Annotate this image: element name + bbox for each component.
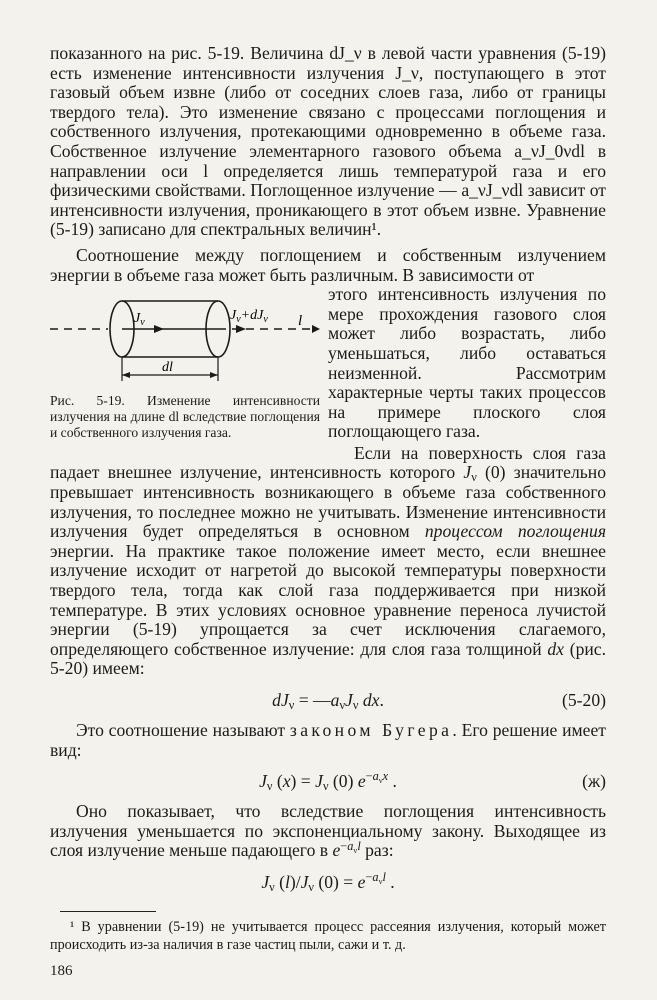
label-j-in: $J_\nu$ [134, 311, 145, 329]
cylinder-diagram [50, 285, 320, 389]
figure-caption: Рис. 5-19. Изменение интенсивности излучения на длине dl вследствие поглощения и собственного излучения газа. [50, 393, 320, 441]
paragraph-2-intro: Соотношение между поглощением и собственным излучением энергии в объеме газа может быть различным. В зависимости от [50, 244, 606, 285]
equation-number-5-20: (5-20) [562, 690, 606, 710]
page-number: 186 [50, 962, 73, 979]
equation-number-zh: (ж) [582, 771, 606, 792]
footnote: ¹ В уравнении (5-19) не учитывается процесс рассеяния излучения, который может происходить из-за наличия в газе частиц пыли, сажи и т. д. [50, 918, 606, 953]
paragraph-1: показанного на рис. 5-19. Величина dJ_ν в левой части уравнения (5-19) есть изменение интенсивности излучения J_ν, поступающего в этот газовый объем извне (либо от соседних слоев газа, либо от границы твердого тела). Это изменение связано с процессами поглощения и собственного излучения, протекающими одновременно в объеме газа. Собственное излучение элементарного газового объема a_νJ_0νdl в направлении оси l определяется лишь температурой газа и его физическими свойствами. Поглощенное излучение — a_νJ_νdl зависит от интенсивности излучения, проникающего в этот объем извне. Уравнение (5-19) записано для спектральных величин¹. [50, 43, 606, 240]
figure-5-19 [50, 285, 320, 441]
equation-ratio: $J_\nu$ $(l)/J_\nu$ $(0) = e^{-a_\nu l}$ . [261, 870, 395, 894]
equation-zh: $J_\nu$ $(x) = J_\nu$ (0) $e^{-a_\nu x}$ . (ж) [50, 766, 606, 796]
paragraph-3: Если на поверхность слоя газа падает внешнее излучение, интенсивность которого $J_\nu$ (0) значительно превышает интенсивность возникающего в объеме газа собственного излучения, то последнее можно не учитывать. Изменение интенсивности излучения будет определяться в основном процессом поглощения энергии. На практике такое положение имеет место, если внешнее излучение исходит от нагретой до высокой температуры поверхности твердого тела, тогда как слой газа поддерживается при низкой температуре. В этих условиях основное уравнение переноса лучистой энергии (5-19) упрощается за счет исключения слагаемого, определяющего собственное излучение: для слоя газа толщиной dx (рис. 5-20) имеем: [50, 442, 606, 679]
equation-5-20: $dJ_\nu$ = $—a_\nu J_\nu$ dx. (5-20) [50, 685, 606, 715]
page-content [50, 44, 606, 982]
label-dl: dl [162, 360, 173, 376]
paragraph-5: Оно показывает, что вследствие поглощения интенсивность излучения уменьшается по экспоненциальному закону. Выходящее из слоя излучение меньше падающего в $e^{-a_\nu l}$ раз: [50, 801, 606, 861]
label-axis-l: l [298, 313, 303, 330]
paragraph-4: Это соотношение называют законом Бугера. Его решение имеет вид: [50, 720, 606, 760]
paragraph-2-wrap: этого интенсивность излучения по мере прохождения газового слоя может либо возрастать, либо уменьшаться, либо оставаться неизменной. Рассмотрим характерные черты таких процессов на примере плоского слоя поглощающего газа. [328, 284, 606, 442]
label-j-out: $J_\nu+dJ_\nu$ [230, 308, 268, 326]
footnote-divider [60, 911, 156, 912]
